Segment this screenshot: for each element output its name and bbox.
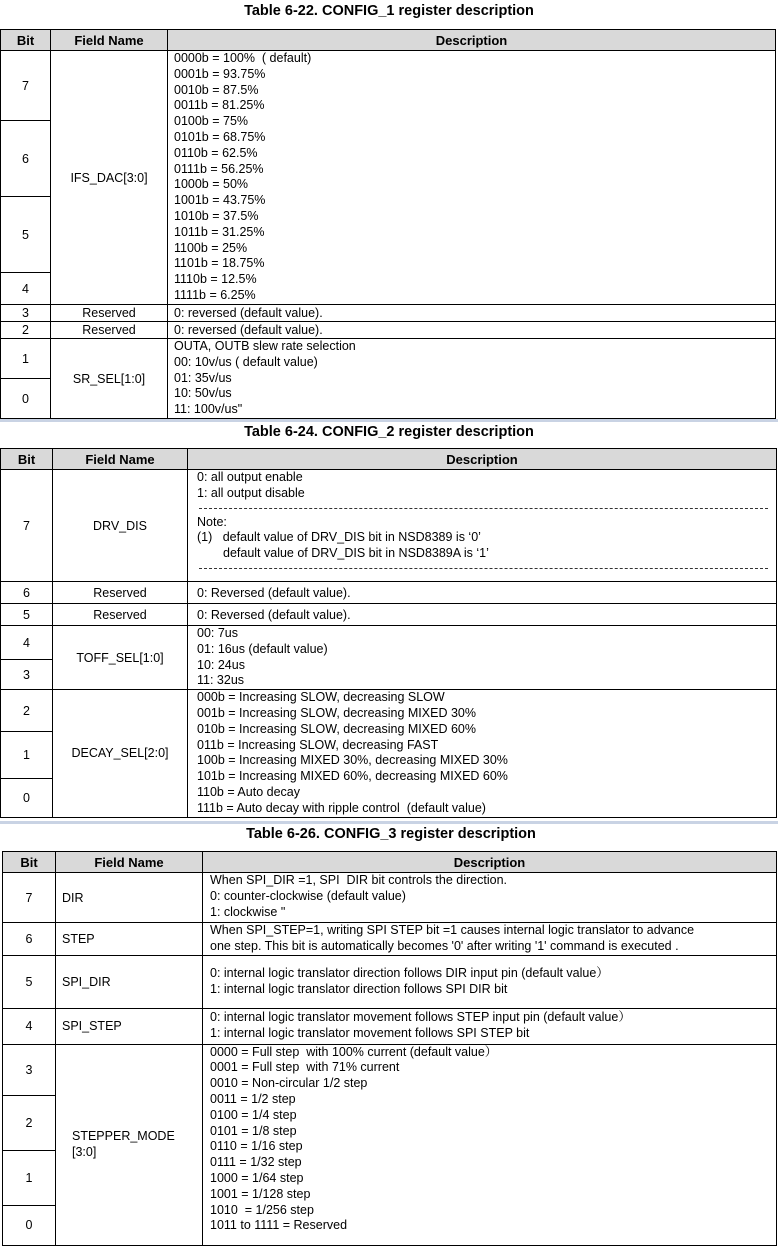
- field-cell: DECAY_SEL[2:0]: [53, 690, 188, 817]
- field-name-header: Field Name: [51, 30, 168, 51]
- field-cell: DIR: [56, 873, 203, 923]
- table-header-row: [1, 449, 777, 470]
- table-row: [1, 626, 777, 660]
- desc-line: 00: 7us: [197, 626, 239, 640]
- description-cell: 0: Reversed (default value).: [188, 582, 777, 604]
- description-header: Description: [168, 30, 776, 51]
- description-cell: [188, 626, 777, 690]
- bit-cell: 7: [1, 470, 53, 582]
- table-row: [1, 322, 776, 339]
- section-separator: [0, 821, 778, 824]
- table-row: [3, 955, 777, 1008]
- field-cell: DRV_DIS: [53, 470, 188, 582]
- note-label: Note:: [197, 514, 227, 529]
- desc-line: 0010 = Non-circular 1/2 step: [210, 1076, 368, 1091]
- field-cell: SR_SEL[1:0]: [51, 339, 168, 419]
- table2-caption: Table 6-24. CONFIG_2 register description: [244, 424, 534, 440]
- desc-line: 101b = Increasing MIXED 60%, decreasing MIXED 60%: [197, 769, 508, 784]
- description-cell: [188, 690, 777, 817]
- desc-line: 11: 32us: [197, 673, 245, 688]
- desc-line: 0000b = 100% ( default): [174, 51, 312, 65]
- bit-header: Bit: [3, 852, 56, 873]
- desc-line: 010b = Increasing SLOW, decreasing MIXED 60%: [197, 721, 476, 736]
- description-cell: [203, 955, 777, 1008]
- desc-line: 1011 to 1111 = Reserved: [210, 1218, 348, 1233]
- bit-cell: 5: [1, 197, 51, 273]
- desc-line: 0: internal logic translator direction follows DIR input pin (default value）: [210, 965, 609, 980]
- table-header-row: [3, 852, 777, 873]
- desc-line: 1001b = 43.75%: [174, 193, 266, 208]
- desc-line: 0000 = Full step with 100% current (default value）: [210, 1044, 498, 1059]
- description-header: Description: [203, 852, 777, 873]
- table-row: [1, 604, 777, 626]
- note-text: default value of DRV_DIS bit in NSD8389 is ‘0’: [222, 530, 481, 545]
- bit-cell: 5: [1, 604, 53, 626]
- dashed-divider: [199, 508, 768, 509]
- desc-line: 001b = Increasing SLOW, decreasing MIXED 30%: [197, 705, 476, 720]
- desc-line: 0010b = 87.5%: [174, 82, 259, 97]
- desc-line: 0100 = 1/4 step: [210, 1107, 297, 1122]
- table1-caption: Table 6-22. CONFIG_1 register description: [244, 3, 534, 19]
- bit-header: Bit: [1, 30, 51, 51]
- desc-line: 100b = Increasing MIXED 30%, decreasing MIXED 30%: [197, 753, 508, 768]
- desc-line: 1111b = 6.25%: [174, 287, 256, 302]
- bit-cell: 1: [1, 732, 53, 779]
- bit-cell: 7: [1, 51, 51, 121]
- description-cell: [168, 51, 776, 305]
- desc-line: 1000 = 1/64 step: [210, 1170, 304, 1185]
- description-cell: [203, 873, 777, 923]
- desc-line: When SPI_STEP=1, writing SPI STEP bit =1 causes internal logic translator to advance: [210, 923, 695, 937]
- desc-line: When SPI_DIR =1, SPI DIR bit controls the direction.: [210, 873, 508, 887]
- table-row: [3, 1044, 777, 1095]
- bit-cell: 0: [1, 779, 53, 817]
- bit-cell: 3: [1, 660, 53, 690]
- desc-line: 011b = Increasing SLOW, decreasing FAST: [197, 737, 439, 752]
- desc-line: 110b = Auto decay: [197, 784, 300, 799]
- desc-line: 0: internal logic translator movement follows STEP input pin (default value）: [210, 1010, 631, 1025]
- bit-cell: 4: [3, 1008, 56, 1044]
- field-cell: IFS_DAC[3:0]: [51, 51, 168, 305]
- desc-line: 1100b = 25%: [174, 240, 248, 255]
- dashed-divider: [199, 568, 768, 569]
- desc-line: 0111 = 1/32 step: [210, 1155, 302, 1170]
- table-row: [1, 305, 776, 322]
- field-cell: [56, 1044, 203, 1245]
- desc-line: 01: 16us (default value): [197, 641, 328, 656]
- field-name-header: Field Name: [56, 852, 203, 873]
- desc-line: 1011b = 31.25%: [174, 224, 265, 239]
- desc-line: 11: 100v/us": [174, 402, 243, 417]
- table-header-row: [1, 30, 776, 51]
- desc-line: 0001b = 93.75%: [174, 66, 266, 81]
- desc-line: 0011 = 1/2 step: [210, 1091, 296, 1106]
- desc-line: 0110b = 62.5%: [174, 145, 258, 160]
- desc-line: 1: internal logic translator direction follows SPI DIR bit: [210, 981, 508, 996]
- desc-line: 10: 50v/us: [174, 386, 232, 401]
- bit-cell: 1: [1, 339, 51, 379]
- desc-line: 111b = Auto decay with ripple control (default value): [197, 800, 486, 815]
- description-cell: [203, 923, 777, 956]
- field-cell: Reserved: [51, 322, 168, 339]
- note-number: (1): [197, 530, 213, 545]
- section-separator: [0, 419, 778, 422]
- desc-line: 0110 = 1/16 step: [210, 1139, 303, 1154]
- desc-line: 0: all output enable: [197, 470, 303, 484]
- description-cell: [168, 339, 776, 419]
- desc-line: 0001 = Full step with 71% current: [210, 1060, 400, 1075]
- desc-line: 01: 35v/us: [174, 370, 232, 385]
- bit-cell: 2: [1, 322, 51, 339]
- bit-cell: 6: [1, 121, 51, 197]
- desc-line: 1000b = 50%: [174, 177, 249, 192]
- desc-line: 1: internal logic translator movement follows SPI STEP bit: [210, 1026, 530, 1041]
- desc-line: 0100b = 75%: [174, 114, 249, 129]
- desc-line: 000b = Increasing SLOW, decreasing SLOW: [197, 690, 445, 705]
- field-line: [3:0]: [72, 1144, 97, 1159]
- description-cell: [203, 1044, 777, 1245]
- description-cell: 0: Reversed (default value).: [188, 604, 777, 626]
- description-header: Description: [188, 449, 777, 470]
- desc-line: 0011b = 81.25%: [174, 98, 265, 113]
- table-row: [1, 51, 776, 121]
- desc-line: OUTA, OUTB slew rate selection: [174, 339, 356, 353]
- desc-line: 1001 = 1/128 step: [210, 1186, 311, 1201]
- desc-line: 1010b = 37.5%: [174, 208, 259, 223]
- field-name-header: Field Name: [53, 449, 188, 470]
- table3-caption: Table 6-26. CONFIG_3 register description: [246, 826, 536, 842]
- desc-line: 1: all output disable: [197, 485, 305, 500]
- desc-line: 0101 = 1/8 step: [210, 1123, 297, 1138]
- field-cell: SPI_STEP: [56, 1008, 203, 1044]
- field-cell: TOFF_SEL[1:0]: [53, 626, 188, 690]
- desc-line: 1110b = 12.5%: [174, 272, 257, 287]
- desc-line: 1101b = 18.75%: [174, 256, 265, 271]
- desc-line: 0111b = 56.25%: [174, 161, 264, 176]
- desc-line: 0101b = 68.75%: [174, 129, 266, 144]
- field-line: STEPPER_MODE: [72, 1128, 175, 1143]
- bit-cell: 4: [1, 273, 51, 305]
- table-row: [1, 470, 777, 582]
- desc-line: 10: 24us: [197, 657, 245, 672]
- desc-line: 0: counter-clockwise (default value): [210, 888, 406, 903]
- note-line: default value of DRV_DIS bit in NSD8389A is ‘1’: [223, 546, 489, 561]
- bit-cell: 7: [3, 873, 56, 923]
- bit-cell: 0: [3, 1205, 56, 1245]
- note-line: [197, 530, 776, 546]
- bit-cell: 4: [1, 626, 53, 660]
- desc-line: one step. This bit is automatically becomes '0' after writing '1' command is executed .: [210, 938, 679, 953]
- bit-cell: 3: [1, 305, 51, 322]
- table-row: [3, 923, 777, 956]
- description-cell: 0: reversed (default value).: [168, 322, 776, 339]
- field-cell: Reserved: [51, 305, 168, 322]
- bit-cell: 3: [3, 1044, 56, 1095]
- field-cell: STEP: [56, 923, 203, 956]
- desc-line: 1010 = 1/256 step: [210, 1202, 314, 1217]
- desc-line: 00: 10v/us ( default value): [174, 354, 318, 369]
- field-cell: Reserved: [53, 582, 188, 604]
- config1-table: [0, 29, 776, 419]
- field-cell: SPI_DIR: [56, 955, 203, 1008]
- table-row: [1, 582, 777, 604]
- bit-cell: 2: [3, 1095, 56, 1150]
- bit-cell: 2: [1, 690, 53, 732]
- description-cell: [188, 470, 777, 582]
- table-row: [3, 873, 777, 923]
- config3-table: [2, 851, 777, 1246]
- field-cell: Reserved: [53, 604, 188, 626]
- bit-cell: 5: [3, 955, 56, 1008]
- table-row: [3, 1008, 777, 1044]
- description-cell: 0: reversed (default value).: [168, 305, 776, 322]
- bit-cell: 1: [3, 1150, 56, 1205]
- description-cell: [203, 1008, 777, 1044]
- bit-header: Bit: [1, 449, 53, 470]
- desc-line: 1: clockwise ": [210, 904, 286, 919]
- config2-table: [0, 448, 777, 818]
- bit-cell: 0: [1, 379, 51, 419]
- table-row: [1, 339, 776, 379]
- bit-cell: 6: [3, 923, 56, 956]
- table-row: [1, 690, 777, 732]
- bit-cell: 6: [1, 582, 53, 604]
